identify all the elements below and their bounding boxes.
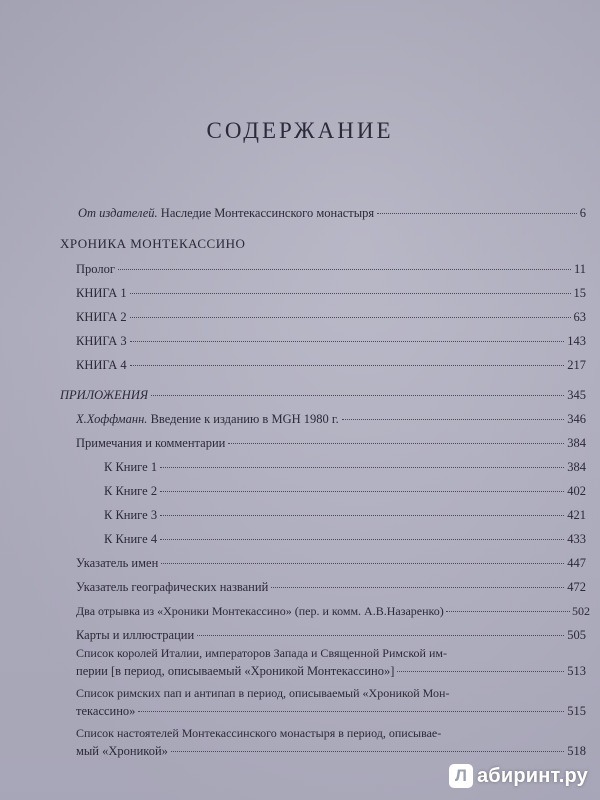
- page-number: 217: [567, 358, 586, 372]
- dot-leader: [377, 213, 577, 214]
- page-number: 433: [567, 532, 586, 546]
- page-number: 384: [567, 436, 586, 450]
- dot-leader: [130, 293, 571, 294]
- dot-leader: [118, 269, 571, 270]
- page-number: 384: [567, 460, 586, 474]
- dot-leader: [271, 587, 564, 588]
- toc-entry-abbots: [76, 744, 586, 759]
- entry-label: Карты и иллюстрации: [76, 628, 195, 642]
- section-header-chronicle: ХРОНИКА МОНТЕКАССИНО: [60, 236, 246, 251]
- entry-label: мый «Хроникой»: [76, 744, 168, 758]
- toc-entry-popes-line1: Список римских пап и антипап в период, описываемый «Хроникой Мон-: [76, 686, 450, 700]
- page-number: 515: [567, 704, 586, 718]
- dot-leader: [130, 365, 565, 366]
- entry-label: КНИГА 2: [76, 310, 127, 324]
- toc-entry-abbots-line1: Список настоятелей Монтекассинского монастыря в период, описывае-: [76, 726, 442, 740]
- entry-author: Х.Хоффманн.: [76, 412, 148, 426]
- intro-title: Наследие Монтекассинского монастыря: [157, 206, 375, 220]
- entry-label: Введение к изданию в MGH 1980 г.: [147, 412, 339, 426]
- toc-entry-notes-book-4: [104, 532, 586, 547]
- entry-label: Указатель географических названий: [76, 580, 269, 594]
- page-number: 6: [579, 206, 586, 220]
- toc-entry-notes: [76, 436, 586, 451]
- page-number: 15: [573, 286, 586, 300]
- page-number: 447: [567, 556, 586, 570]
- entry-label: КНИГА 1: [76, 286, 127, 300]
- dot-leader: [397, 671, 564, 672]
- entry-label: КНИГА 3: [76, 334, 127, 348]
- page-number: 63: [573, 310, 586, 324]
- dot-leader: [151, 395, 564, 396]
- dot-leader: [138, 711, 564, 712]
- entry-label: КНИГА 4: [76, 358, 127, 372]
- toc-entry-geo-index: [76, 580, 586, 595]
- page-number: 346: [567, 412, 586, 426]
- entry-label: Два отрывка из «Хроники Монтекассино» (пер. и комм. А.В.Назаренко): [76, 604, 444, 618]
- dot-leader: [446, 611, 570, 612]
- dot-leader: [130, 317, 571, 318]
- toc-entry-book-2: [76, 310, 586, 325]
- toc-entry-notes-book-2: [104, 484, 586, 499]
- intro-author: От издателей.: [78, 206, 158, 220]
- entry-label: К Книге 2: [104, 484, 158, 498]
- page-number: 421: [567, 508, 586, 522]
- labirint-watermark: [449, 764, 588, 788]
- page-number: 345: [567, 388, 586, 402]
- entry-label: Пролог: [76, 262, 115, 276]
- watermark-text: абиринт.ру: [476, 764, 588, 787]
- dot-leader: [197, 635, 564, 636]
- page-number: 472: [567, 580, 586, 594]
- dot-leader: [160, 467, 564, 468]
- toc-entry-book-3: [76, 334, 586, 349]
- toc-entry-book-4: [76, 358, 586, 373]
- toc-entry-prologue: [76, 262, 586, 277]
- page-number: 513: [567, 664, 586, 678]
- dot-leader: [160, 539, 564, 540]
- dot-leader: [228, 443, 564, 444]
- entry-label: К Книге 3: [104, 508, 158, 522]
- toc-entry-appendices: [60, 388, 586, 403]
- entry-label: К Книге 1: [104, 460, 158, 474]
- toc-entry-kings-line1: Список королей Италии, императоров Запада и Священной Римской им-: [76, 646, 447, 660]
- dot-leader: [161, 563, 564, 564]
- toc-entry-names-index: [76, 556, 586, 571]
- toc-entry-kings: [76, 664, 586, 679]
- page-number: 505: [567, 628, 586, 642]
- toc-entry-excerpts: [76, 604, 590, 619]
- dot-leader: [130, 341, 565, 342]
- toc-entry-intro: [78, 206, 586, 221]
- dot-leader: [160, 515, 564, 516]
- entry-label: К Книге 4: [104, 532, 158, 546]
- toc-entry-notes-book-1: [104, 460, 586, 475]
- page-number: 502: [572, 604, 590, 618]
- toc-entry-hoffmann: [76, 412, 586, 427]
- page-number: 518: [567, 744, 586, 758]
- entry-label: Указатель имен: [76, 556, 159, 570]
- page-title: СОДЕРЖАНИЕ: [206, 118, 394, 143]
- toc-entry-popes: [76, 704, 586, 719]
- labirint-logo-icon: Л: [449, 764, 473, 788]
- dot-leader: [342, 419, 565, 420]
- page-number: 143: [567, 334, 586, 348]
- entry-label: перии [в период, описываемый «Хроникой Монтекассино»]: [76, 664, 395, 678]
- dot-leader: [171, 751, 564, 752]
- entry-label: текассино»: [76, 704, 136, 718]
- dot-leader: [160, 491, 564, 492]
- section-header-appendices: ПРИЛОЖЕНИЯ: [60, 388, 149, 402]
- entry-label: Примечания и комментарии: [76, 436, 226, 450]
- page-number: 402: [567, 484, 586, 498]
- toc-entry-notes-book-3: [104, 508, 586, 523]
- toc-entry-book-1: [76, 286, 586, 301]
- toc-entry-maps: [76, 628, 586, 643]
- page-number: 11: [573, 262, 586, 276]
